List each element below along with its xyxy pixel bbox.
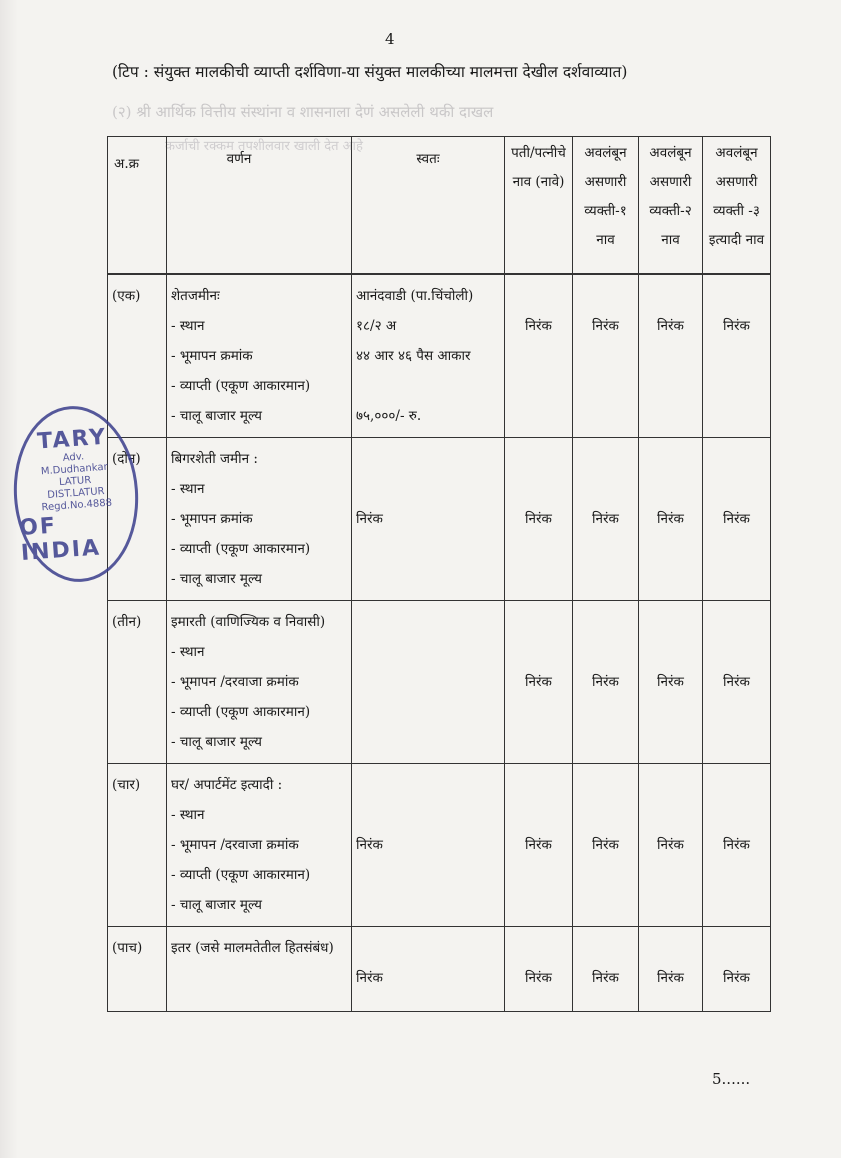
header-dep3-line: अवलंबून [715,145,758,161]
dep3-value: निरंक [723,673,750,690]
header-dep1-line: व्यक्ती-१ [584,203,627,219]
section-serial: (पाच) [112,939,143,956]
section-title: बिगरशेती जमीन : [171,450,258,467]
header-dep1-line: अवलंबून [584,145,627,161]
header-spouse-line: नाव (नावे) [512,174,565,190]
spouse-value: निरंक [525,969,552,986]
dep3-value: निरंक [723,317,750,334]
section-serial: (तीन) [112,613,142,630]
item-location: - स्थान [171,643,205,660]
dep3-value: निरंक [723,969,750,986]
spouse-value: निरंक [525,510,552,527]
item-area: - व्याप्ती (एकूण आकारमान) [171,540,311,557]
item-market-value: - चालू बाजार मूल्य [171,570,262,587]
header-dep3-line: व्यक्ती -३ [713,203,760,219]
section-serial: (चार) [112,776,141,793]
section-title: इतर (जसे मालमतेतील हितसंबंध) [171,939,334,956]
header-dep1-line: नाव [596,232,615,248]
dep2-value: निरंक [657,836,684,853]
dep3-value: निरंक [723,510,750,527]
item-survey-number: - भूमापन /दरवाजा क्रमांक [171,673,299,690]
table-row [108,926,771,1011]
dep1-value: निरंक [592,969,619,986]
section-title: इमारती (वाणिज्यिक व निवासी) [171,613,326,630]
section-title: शेतजमीनः [171,287,220,304]
dep2-value: निरंक [657,317,684,334]
header-dependent-2 [639,137,702,255]
item-area: - व्याप्ती (एकूण आकारमान) [171,377,311,394]
dep2-value: निरंक [657,510,684,527]
spouse-value: निरंक [525,673,552,690]
self-value: निरंक [356,836,383,853]
item-market-value: - चालू बाजार मूल्य [171,733,262,750]
stamp-top-text: TARY [36,424,108,455]
item-survey-number: - भूमापन क्रमांक [171,347,253,364]
header-dep1-line: असणारी [584,174,627,190]
self-survey: १८/२ अ [356,317,397,334]
header-serial: अ.क्र [114,156,139,172]
bleed-through-text-2: कर्जाची रक्कम तपशीलवार खाली देत आहे [165,139,363,154]
item-location: - स्थान [171,480,205,497]
header-dep2-line: व्यक्ती-२ [649,203,692,219]
assets-table [107,136,771,1012]
joint-ownership-tip: (टिप : संयुक्त मालकीची व्याप्ती दर्शविणा-या संयुक्त मालकीच्या मालमत्ता देखील दर्शवाव्यात) [112,63,628,81]
dep1-value: निरंक [592,510,619,527]
stamp-bottom-text: OF INDIA [18,512,102,566]
header-self: स्वतः [416,151,440,167]
self-area: ४४ आर ४६ पैस आकार [356,347,471,364]
self-value: निरंक [356,969,383,986]
stamp-line: M.Dudhankar [40,461,108,477]
item-location: - स्थान [171,806,205,823]
continuation-marker: 5...... [712,1070,751,1088]
item-area: - व्याप्ती (एकूण आकारमान) [171,866,311,883]
header-dependent-3 [703,137,770,255]
dep2-value: निरंक [657,969,684,986]
page-number: 4 [385,30,395,48]
dep1-value: निरंक [592,836,619,853]
item-area: - व्याप्ती (एकूण आकारमान) [171,703,311,720]
section-serial: (एक) [112,287,141,304]
table-row [108,274,771,438]
item-market-value: - चालू बाजार मूल्य [171,407,262,424]
section-serial: (दोन) [112,450,141,467]
self-blank [356,371,500,401]
stamp-line: Adv. [62,450,85,464]
header-spouse-line: पती/पत्नीचे [511,145,566,161]
header-dep2-line: नाव [661,232,680,248]
table-row [108,763,771,926]
spouse-value: निरंक [525,317,552,334]
self-location: आनंदवाडी (पा.चिंचोली) [356,287,474,304]
self-value: ७५,०००/- रु. [356,407,422,424]
header-description: वर्णन [226,151,252,167]
dep2-value: निरंक [657,673,684,690]
table-row [108,600,771,763]
stamp-line: LATUR [58,474,92,488]
header-dep2-line: अवलंबून [649,145,692,161]
header-spouse [505,137,572,197]
section-title: घर/ अपार्टमेंट इत्यादी : [171,776,283,793]
stamp-line: Regd.No.4888 [41,497,113,513]
tape-edge [0,0,18,1158]
table-row [108,437,771,600]
dep1-value: निरंक [592,673,619,690]
bleed-through-text: (२) श्री आर्थिक वित्तीय संस्थांना व शासनाला देणं असलेली थकी दाखल [112,103,494,121]
item-survey-number: - भूमापन /दरवाजा क्रमांक [171,836,299,853]
dep1-value: निरंक [592,317,619,334]
table-header-row [108,137,771,274]
item-market-value: - चालू बाजार मूल्य [171,896,262,913]
stamp-line: DIST.LATUR [46,485,105,501]
header-dep3-line: असणारी [715,174,758,190]
spouse-value: निरंक [525,836,552,853]
dep3-value: निरंक [723,836,750,853]
self-value: निरंक [356,510,383,527]
header-dependent-1 [573,137,638,255]
header-dep3-line: इत्यादी नाव [708,232,765,248]
item-location: - स्थान [171,317,205,334]
item-survey-number: - भूमापन क्रमांक [171,510,253,527]
header-dep2-line: असणारी [649,174,692,190]
